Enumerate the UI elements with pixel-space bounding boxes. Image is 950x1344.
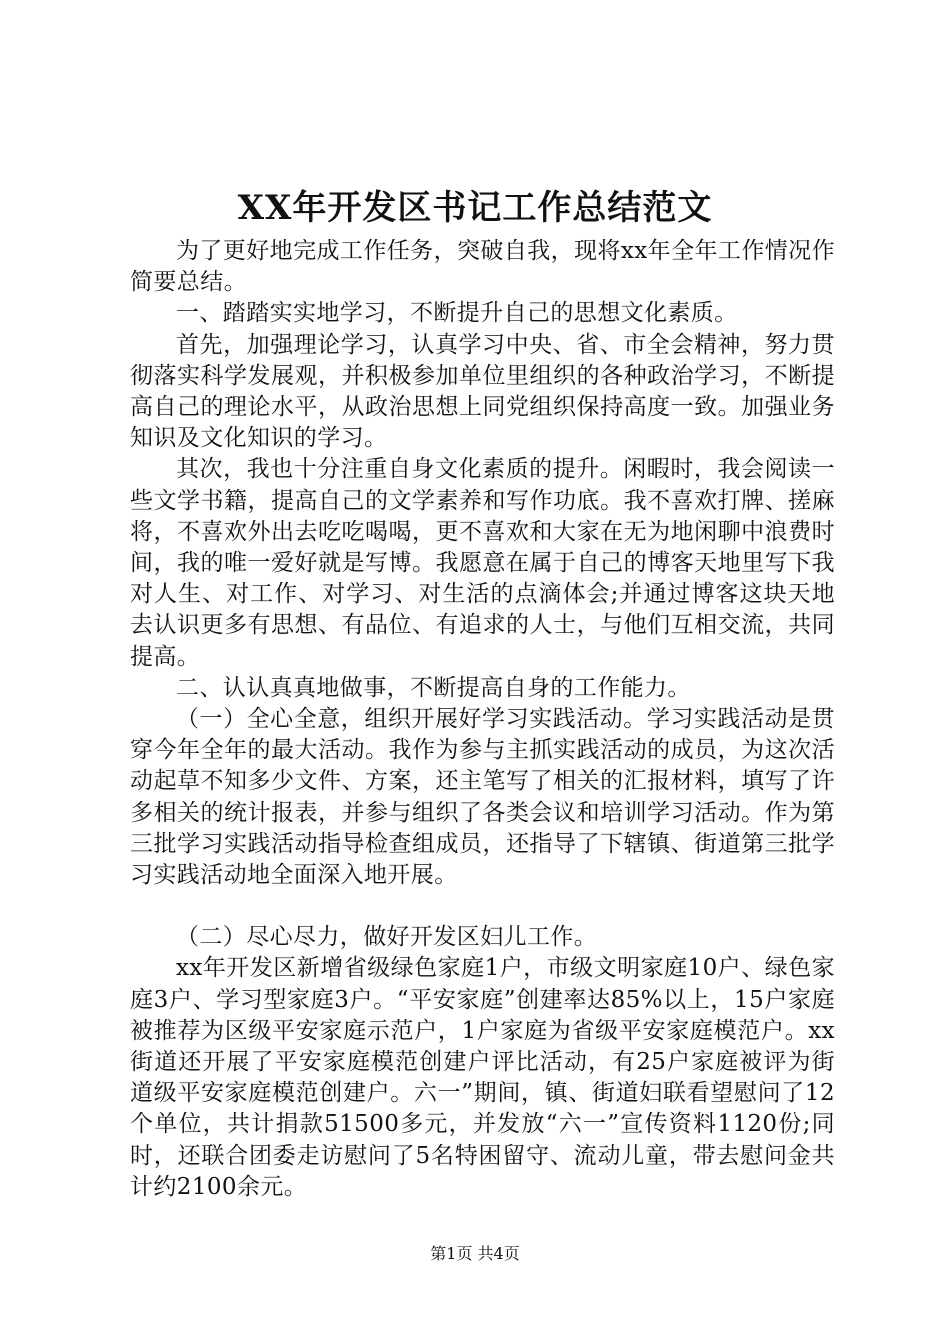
paragraph-theory-study: 首先，加强理论学习，认真学习中央、省、市全会精神，努力贯彻落实科学发展观，并积极参加单位里组织的各种政治学习，不断提高自己的理论水平，从政治思想上同党组织保持高度一致。加强业务知识及文化知识的学习。 — [130, 331, 835, 452]
document-body — [130, 236, 835, 1203]
subsection-heading-women-children: （二）尽心尽力，做好开发区妇儿工作。 — [176, 924, 598, 951]
paragraph-cultural-quality: 其次，我也十分注重自身文化素质的提升。闲暇时，我会阅读一些文学书籍，提高自己的文学素养和写作功底。我不喜欢打牌、搓麻将，不喜欢外出去吃吃喝喝，更不喜欢和大家在无为地闲聊中浪费时间，我的唯一爱好就是写博。我愿意在属于自己的博客天地里写下我对人生、对工作、对学习、对生活的点滴体会;并通过博客这块天地去认识更多有思想、有品位、有追求的人士，与他们互相交流，共同提高。 — [130, 456, 835, 670]
section-heading-1: 一、踏踏实实地学习，不断提升自己的思想文化素质。 — [176, 300, 738, 327]
paragraph-intro: 为了更好地完成工作任务，突破自我，现将xx年全年工作情况作简要总结。 — [130, 238, 835, 296]
paragraph-practice-activity: （一）全心全意，组织开展好学习实践活动。学习实践活动是贯穿今年全年的最大活动。我作为参与主抓实践活动的成员，为这次活动起草不知多少文件、方案，还主笔写了相关的汇报材料，填写了许多相关的统计报表，并参与组织了各类会议和培训学习活动。作为第三批学习实践活动指导检查组成员，还指导了下辖镇、街道第三批学习实践活动地全面深入地开展。 — [130, 706, 835, 889]
page-footer: 第1页 共4页 — [430, 1244, 520, 1263]
document-title: XX年开发区书记工作总结范文 — [237, 188, 713, 228]
paragraph-family-statistics: xx年开发区新增省级绿色家庭1户，市级文明家庭10户、绿色家庭3户、学习型家庭3户。“平安家庭”创建率达85%以上，15户家庭被推荐为区级平安家庭示范户，1户家庭为省级平安家庭模范户。xx街道还开展了平安家庭模范创建户评比活动，有25户家庭被评为街道级平安家庭模范创建户。六一”期间，镇、街道妇联看望慰问了12个单位，共计捐款51500多元，并发放“六一”宣传资料1120份;同时，还联合团委走访慰问了5名特困留守、流动儿童，带去慰问金共计约2100余元。 — [130, 955, 835, 1200]
section-heading-2: 二、认认真真地做事，不断提高自身的工作能力。 — [176, 674, 691, 701]
paragraph-spacer — [130, 891, 835, 922]
